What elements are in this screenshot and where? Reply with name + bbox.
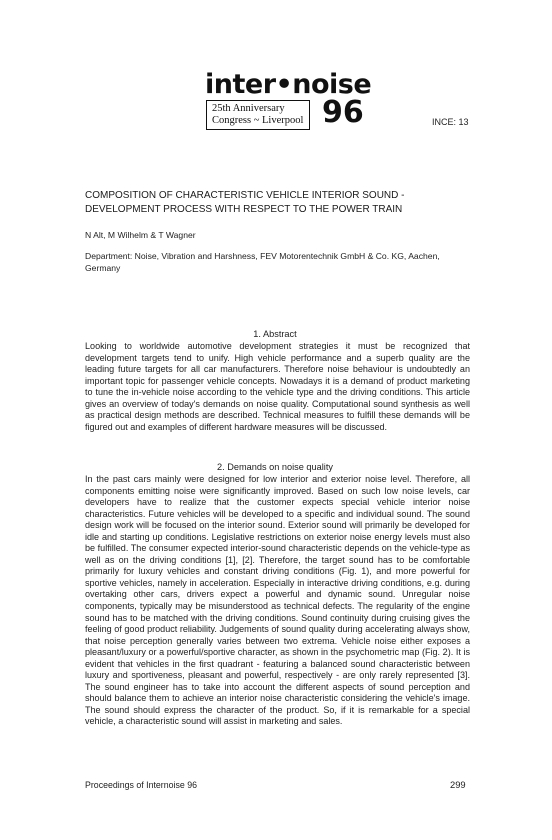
logo-anniversary-line1: 25th Anniversary bbox=[212, 103, 285, 114]
logo-wordmark: inter•noise bbox=[205, 69, 372, 100]
conference-logo bbox=[205, 69, 372, 134]
section-heading-demands: 2. Demands on noise quality bbox=[217, 462, 333, 472]
footer-proceedings: Proceedings of Internoise 96 bbox=[85, 780, 197, 790]
section-heading-abstract: 1. Abstract bbox=[253, 329, 297, 339]
page-number: 299 bbox=[450, 779, 466, 790]
section-body-abstract: Looking to worldwide automotive development strategies it must be recognized that development targets tend to unify. High vehicle performance and a superb quality are the leading future targets for all car manufacturers. Therefore noise behaviour is undoubtedly an important topic for passenger vehicle concepts. Nowadays it is a demand of product marketing to tune the in-vehicle noise according to the vehicle type and the driving conditions. This article gives an overview of today's demands on noise quality. Computational sound synthesis as well as practical design methods are described. Technical measures to fulfill these demands will be figured out and examples of different hardware measures will be discussed. bbox=[85, 341, 470, 432]
reference-code: INCE: 13 bbox=[432, 117, 469, 127]
logo-anniversary-box bbox=[206, 100, 310, 130]
authors: N Alt, M Wilhelm & T Wagner bbox=[85, 230, 196, 240]
paper-title-line2: DEVELOPMENT PROCESS WITH RESPECT TO THE POWER TRAIN bbox=[85, 204, 403, 215]
section-body-demands: In the past cars mainly were designed for low interior and exterior noise level. Therefore, all components emitting noise were significantly improved. Based on such low noise levels, car developers have to realize that the customer expects special vehicle interior noise characteristics. Future vehicles will be developed to a specific and individual sound. The sound design work will be focused on the interior sound. Exterior sound will primarily be developed for idle and starting up conditions. Legislative restrictions on exterior noise energy levels must also be fulfilled. The consumer expected interior-sound characteristic depends on the vehicle-type as well as on the driving conditions [1], [2]. Therefore, the target sound has to be comfortable primarily for luxury vehicles and constant driving conditions (Fig. 1), and more powerful for sportive vehicles, namely in acceleration. Especially in interactive driving conditions, e.g. during overtaking other cars, drivers expect a powerful and dynamic sound. Unregular noise components, typically may be misunderstood as technical defects. The regularity of the engine sound has to be matched with the driving conditions. Sound continuity during cruising gives the feeling of good product reliability. Judgements of sound quality during accelerating always show, that noise perception generally varies between two extrema. Vehicle noise either exposes a pleasant/luxury or a powerful/sportive character, as shown in the psychometric map (Fig. 2). It is evident that vehicles in the first quadrant - featuring a balanced sound characteristic between luxury and sportiveness, pleasant and powerful, respectively - are only rarely represented [3]. The sound engineer has to take into account the different aspects of sound perception and should balance them to achieve an interior noise characteristic considering the vehicle's image. The sound should express the character of the product. So, if it is remarkable for a special vehicle, a characteristic sound will assist in marketing and sales. bbox=[85, 474, 470, 727]
logo-anniversary-line2: Congress ~ Liverpool bbox=[212, 115, 304, 126]
paper-title-line1: COMPOSITION OF CHARACTERISTIC VEHICLE INTERIOR SOUND - bbox=[85, 190, 405, 201]
logo-year: 96 bbox=[322, 95, 364, 130]
paper-title bbox=[85, 189, 475, 217]
affiliation: Department: Noise, Vibration and Harshness, FEV Motorentechnik GmbH & Co. KG, Aachen, Germany bbox=[85, 251, 440, 273]
